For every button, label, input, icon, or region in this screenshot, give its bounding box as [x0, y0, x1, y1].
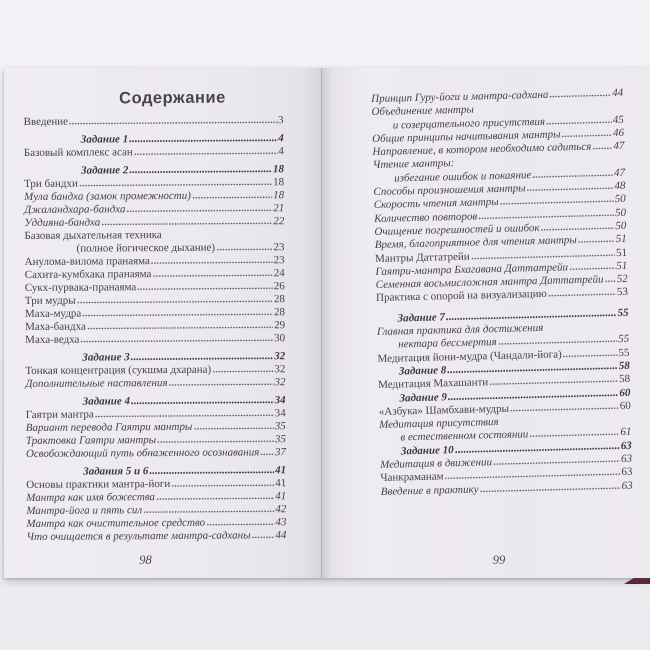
dot-leader [605, 280, 616, 282]
toc-entry-page: 48 [614, 179, 626, 193]
dot-leader [500, 201, 614, 206]
dot-leader [471, 254, 615, 260]
toc-entry-label: Мантра как очистительное средство [26, 516, 206, 530]
dot-leader [82, 313, 273, 316]
dot-leader [548, 294, 616, 298]
toc-entry-label: и созерцательного присутствия [392, 115, 546, 132]
dot-leader [446, 314, 617, 320]
toc-entry [26, 529, 286, 544]
toc-entry-label: Маха-ведха [25, 333, 80, 346]
toc-entry-page: 46 [612, 126, 625, 140]
toc-entry-label: Практика с опорой на визуализацию [375, 288, 547, 305]
toc-title: Содержание [119, 88, 226, 108]
dot-leader [546, 121, 612, 125]
toc-entry-label: Мантра как имя божества [26, 491, 156, 504]
toc-entry-label: Задание 4 [82, 395, 131, 408]
toc-entry-page: 22 [273, 215, 285, 228]
dot-leader [143, 510, 274, 513]
toc-entry-page: 51 [616, 259, 628, 272]
toc-entry-page: 37 [274, 446, 286, 459]
toc-entry-page: 60 [619, 386, 631, 399]
dot-leader [192, 196, 272, 199]
toc-entry-label: (полное йогическое дыхание) [76, 241, 216, 255]
toc-entry-page: 63 [620, 439, 632, 452]
toc-entry-label: Введение [23, 115, 69, 129]
dot-leader [126, 209, 272, 212]
toc-entry [26, 446, 286, 461]
toc-entry-page: 44 [611, 86, 624, 100]
toc-entry-page: 52 [616, 273, 628, 286]
toc-entry-label: Сукх-пурвака-пранаяма [24, 281, 137, 295]
toc-entry-label: Уддияна-бандха [24, 216, 101, 230]
toc-entry-label: Задание 7 [397, 311, 446, 325]
dot-leader [193, 427, 273, 430]
dot-leader [95, 414, 274, 417]
toc-entry-page: 61 [620, 426, 632, 439]
toc-entry-page: 55 [617, 333, 630, 346]
dot-leader [101, 222, 272, 225]
dot-leader [510, 407, 619, 412]
toc-entry-label: Гаятри-мантра Бхагавана Даттатрейи [375, 261, 569, 278]
toc-entry-label: Сахита-кумбхака пранаяма [24, 268, 152, 282]
toc-entry-page: 18 [273, 176, 285, 189]
toc-entry-label: Направление, в котором необходимо садиться [372, 140, 592, 159]
toc-entry-page: 28 [273, 306, 286, 319]
dot-leader [206, 523, 274, 525]
toc-entry-page: 18 [273, 189, 285, 202]
dot-leader [171, 484, 274, 487]
dot-leader [131, 401, 274, 404]
toc-entry-label: Очищение погрешностей и ошибок [374, 221, 540, 238]
toc-entry-label: Общие принципы начитывания мантры [372, 128, 561, 145]
dot-leader [156, 497, 274, 500]
dot-leader [260, 453, 274, 455]
toc-entry-page: 4 [278, 145, 284, 158]
toc-entry-label: Базовая дыхательная техника [24, 229, 162, 243]
dot-leader [445, 473, 621, 479]
dot-leader [478, 214, 614, 219]
toc-entry-label: Способы произношения мантры [373, 182, 526, 199]
toc-entry-label: Маха-мудра [24, 307, 82, 320]
dot-leader [529, 434, 619, 438]
toc-entry-label: Медитация присутствия [379, 416, 499, 432]
toc-entry-page: 3 [278, 114, 284, 127]
toc-entry-page: 21 [273, 202, 285, 215]
left-page-number: 98 [139, 553, 152, 567]
toc-entry-label: Маха-бандха [25, 320, 86, 333]
toc-entry-page: 53 [616, 286, 629, 299]
toc-entry [24, 145, 284, 160]
toc-entry-label: Анулома-вилома пранаяма [24, 255, 150, 269]
toc-entry-page: 35 [274, 433, 286, 446]
toc-entry-label: Мантра-йога и пять сил [26, 504, 143, 517]
dot-leader [151, 261, 273, 264]
toc-entry-page: 43 [275, 516, 287, 529]
toc-entry-label: Трактовка Гаятри мантры [25, 434, 157, 447]
toc-entry-page: 47 [613, 140, 625, 153]
toc-entry-label: Освобождающий путь обнаженного осознавания [25, 446, 260, 460]
dot-leader [489, 380, 618, 385]
toc-entry-page: 34 [274, 394, 286, 407]
dot-leader [216, 248, 273, 250]
toc-entry-page: 34 [274, 407, 286, 420]
dot-leader [563, 354, 618, 357]
toc-entry-page: 23 [273, 254, 285, 267]
toc-entry [24, 114, 284, 129]
dot-leader [541, 227, 615, 231]
dot-leader [578, 240, 615, 243]
dot-leader [137, 287, 273, 290]
toc-entry-page: 29 [274, 319, 286, 332]
toc-entry-page: 26 [273, 280, 285, 293]
right-page-number: 99 [492, 553, 506, 567]
dot-leader [562, 134, 613, 137]
toc-entry-label: Мантры Даттатрейи [374, 250, 470, 265]
dot-leader [532, 174, 613, 178]
dot-leader [448, 394, 619, 400]
left-page [4, 68, 322, 578]
toc-entry-label: Скорость чтения мантры [373, 196, 499, 212]
dot-leader [134, 152, 278, 155]
dot-leader [79, 183, 272, 186]
toc-entry-label: Гаятри мантра [25, 408, 94, 421]
book-spread [4, 68, 650, 578]
toc-entry-label: Медитация Махашанти [378, 376, 489, 392]
toc-entry-page: 32 [274, 376, 286, 389]
dot-leader [129, 139, 277, 142]
toc-entry-label: Дополнительные наставления [25, 377, 168, 390]
toc-entry-label: Количество повторов [373, 210, 478, 225]
toc-entry-page: 58 [618, 359, 630, 373]
dot-leader [549, 94, 611, 98]
toc-entry-label: Медитация йони-мудра (Чандали-йога) [377, 348, 562, 365]
toc-entry-page: 63 [621, 466, 633, 479]
toc-entry-page: 18 [272, 163, 285, 176]
dot-leader [149, 471, 274, 474]
toc-entry-page: 58 [618, 373, 631, 386]
toc-entry-label: Задание 8 [398, 364, 447, 378]
toc-entry-page: 28 [273, 293, 285, 306]
dot-leader [80, 339, 273, 342]
toc-entry-label: Задание 2 [80, 164, 129, 177]
toc-entry-page: 32 [274, 363, 286, 376]
toc-entry-page: 41 [275, 477, 287, 490]
toc-entry-page: 41 [275, 490, 287, 503]
toc-entry-label: «Азбука» Шамбхави-мудры [378, 402, 510, 418]
dot-leader [569, 267, 615, 270]
toc-entry-label: Вариант перевода Гаятри мантры [25, 420, 193, 434]
toc-entry [25, 376, 285, 391]
dot-leader [87, 326, 273, 329]
toc-entry-page: 47 [613, 166, 626, 179]
toc-entry-label: Джаландхара-бандха [24, 203, 126, 217]
right-page-content [371, 87, 633, 499]
toc-entry-label: Три бандхи [24, 177, 78, 191]
dot-leader [498, 340, 617, 345]
toc-entry-page: 41 [275, 464, 287, 477]
toc-entry-page: 51 [615, 246, 628, 259]
toc-entry-page: 55 [617, 306, 629, 319]
toc-entry-label: нектара бессмертия [398, 336, 497, 351]
dot-leader [455, 447, 620, 453]
toc-entry-page: 24 [273, 267, 285, 280]
dot-leader [252, 536, 275, 538]
toc-entry-label: Задание 9 [399, 390, 448, 404]
dot-leader [152, 274, 272, 277]
toc-entry-label: Задания 5 и 6 [83, 465, 149, 478]
toc-entry-label: Задание 3 [82, 351, 130, 364]
toc-entry-label: Семенная восьмисложная мантра Даттатрейи [375, 273, 604, 292]
toc-entry-label: Задание 1 [80, 133, 129, 146]
dot-leader [447, 367, 618, 373]
toc-entry-label: Чанкраманам [380, 470, 444, 485]
dot-leader [77, 300, 273, 303]
toc-entry-label: Задание 10 [400, 443, 454, 458]
toc-entry-label: Главная практика для достижения [376, 321, 544, 339]
toc-entry-page: 30 [274, 332, 286, 345]
dot-leader [480, 487, 621, 492]
dot-leader [169, 383, 274, 386]
toc-entry-label: избегание ошибок и покаяние [393, 168, 532, 185]
toc-entry-page: 23 [273, 241, 285, 254]
toc-entry-label: в естественном состоянии [400, 428, 529, 444]
toc-entry-label: Три мудры [24, 294, 76, 308]
toc-entry-page: 60 [619, 399, 631, 412]
toc-entry-page: 44 [275, 529, 287, 542]
toc-entry-label: Базовый комплекс асан [23, 146, 133, 160]
dot-leader [131, 357, 274, 360]
dot-leader [69, 121, 277, 124]
toc-entry-page: 50 [615, 219, 627, 233]
left-page-entries [24, 114, 287, 544]
dot-leader [212, 370, 273, 372]
left-page-content [23, 88, 286, 544]
toc-entry-label: Медитация в движении [379, 456, 493, 471]
toc-entry [25, 332, 285, 347]
toc-entry-page: 51 [615, 233, 627, 246]
toc-entry-label: Объединение мантры [371, 103, 475, 119]
toc-entry-page: 32 [274, 350, 286, 363]
toc-entry-page: 45 [612, 113, 624, 126]
toc-entry-page: 4 [278, 132, 284, 145]
toc-entry-label: Что очищается в результате мантра-садханы [26, 529, 251, 543]
dot-leader [493, 460, 620, 465]
toc-entry-label: Введение в практику [380, 483, 479, 498]
toc-entry-page: 63 [621, 479, 633, 492]
toc-entry-page: 42 [275, 503, 287, 516]
dot-leader [157, 440, 274, 443]
dot-leader [527, 187, 614, 191]
toc-entry-page: 50 [614, 193, 626, 206]
toc-entry-label: Мула бандха (замок промежности) [24, 189, 191, 204]
dot-leader [129, 170, 272, 173]
toc-entry-label: Тонкая концентрация (сукшма дхарана) [25, 363, 212, 377]
toc-entry-page: 35 [274, 420, 286, 433]
right-page-entries [371, 87, 633, 499]
dot-leader [592, 147, 612, 149]
toc-entry-label: Основы практики мантра-йоги [26, 477, 171, 491]
toc-entry-page: 50 [614, 206, 627, 219]
toc-entry-label: Чтение мантры: [372, 157, 455, 172]
toc-entry-page: 55 [618, 346, 630, 359]
toc-entry-label: Время, благоприятное для чтения мантры [374, 234, 577, 252]
toc-entry-page: 63 [620, 452, 633, 466]
right-page [322, 68, 650, 578]
toc-entry-label: Принцип Гуру-йоги и мантра-садхана [371, 88, 549, 106]
